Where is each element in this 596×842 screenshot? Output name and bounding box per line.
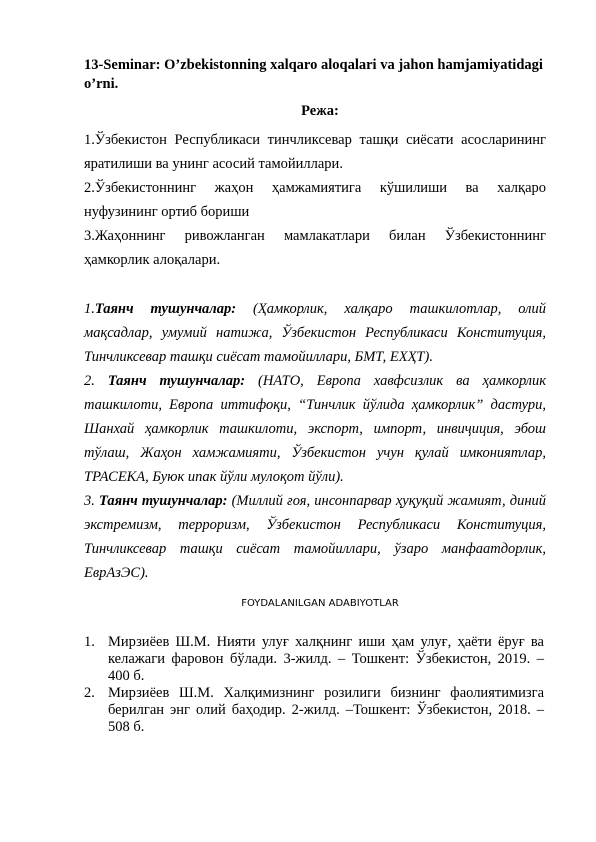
reference-number: 1. bbox=[84, 634, 95, 650]
reference-item bbox=[84, 685, 544, 736]
concepts-2-number: 2. bbox=[84, 373, 95, 389]
concepts-1-text: (Ҳамкорлик, халқаро ташкилотлар, олий мақсадлар, умумий натижа, Ўзбекистон Республикаси Конституция, Тинчликсевар ташқи сиёсат тамойиллари, БМТ, ЕХҲТ). bbox=[84, 301, 547, 365]
concepts-3-text: (Миллий ғоя, инсонпарвар ҳуқуқий жамият, диний экстремизм, терроризм, Ўзбекистон Республикаси Конституция, Тинчликсевар ташқи сиёсат тамойиллари, ўзаро манфаатдорлик, ЕврАзЭС). bbox=[84, 493, 547, 581]
reference-text: Мирзиёев Ш.М. Нияти улуғ халқнинг иши ҳам улуғ, ҳаёти ёруғ ва келажаги фаровон бўлади. 3-жилд. – Тошкент: Ўзбекистон, 2019. – 400 б. bbox=[108, 634, 544, 684]
concepts-1 bbox=[84, 297, 546, 369]
reference-text: Мирзиёев Ш.М. Халқимизнинг розилиги бизнинг фаолиятимизга берилган энг олий баҳодир. 2-жилд. –Тошкент: Ўзбекистон, 2018. – 508 б. bbox=[108, 685, 544, 735]
plan-item-3: 3.Жаҳоннинг ривожланган мамлакатлари билан Ўзбекистоннинг ҳамкорлик алоқалари. bbox=[84, 228, 546, 268]
concepts-2 bbox=[84, 369, 546, 489]
plan-item-1: 1.Ўзбекистон Республикаси тинчликсевар ташқи сиёсати асосларининг яратилиши ва унинг асосий тамойиллари. bbox=[84, 132, 546, 172]
concepts-2-label: Таянч тушунчалар: bbox=[107, 373, 246, 389]
references-heading: FOYDALANILGAN ADABIYOTLAR bbox=[241, 598, 399, 609]
concepts-3 bbox=[84, 489, 546, 585]
plan-heading: Режа: bbox=[301, 103, 339, 119]
reference-item bbox=[84, 634, 544, 685]
concepts-1-label: Таянч тушунчалар: bbox=[94, 301, 237, 317]
concepts-2-text: (НАТО, Европа хавфсизлик ва ҳамкорлик ташкилоти, Европа иттифоқи, “Тинчлик йўлида ҳамкорлик” дастури, Шанхай ҳамкорлик ташкилоти, экспорт, импорт, инвиҷиция, эбош тўлаш, Жаҳон хамжамияти, Ўзбекистон учун қулай имкониятлар, ТРАСЕКА, Буюк ипак йўли мулоқот йўли). bbox=[84, 373, 547, 485]
concepts-3-label: Таянч тушунчалар: bbox=[99, 493, 228, 509]
references-list bbox=[84, 634, 544, 736]
concepts-1-number: 1. bbox=[84, 301, 95, 317]
plan-item-2: 2.Ўзбекистоннинг жаҳон ҳамжамиятига кўшилиши ва халқаро нуфузининг ортиб бориши bbox=[84, 180, 546, 220]
reference-number: 2. bbox=[84, 685, 95, 701]
seminar-title: 13-Seminar: O’zbekistonning xalqaro aloqalari va jahon hamjamiyatidagi o’rni. bbox=[84, 57, 543, 92]
concepts-3-number: 3. bbox=[84, 493, 95, 509]
